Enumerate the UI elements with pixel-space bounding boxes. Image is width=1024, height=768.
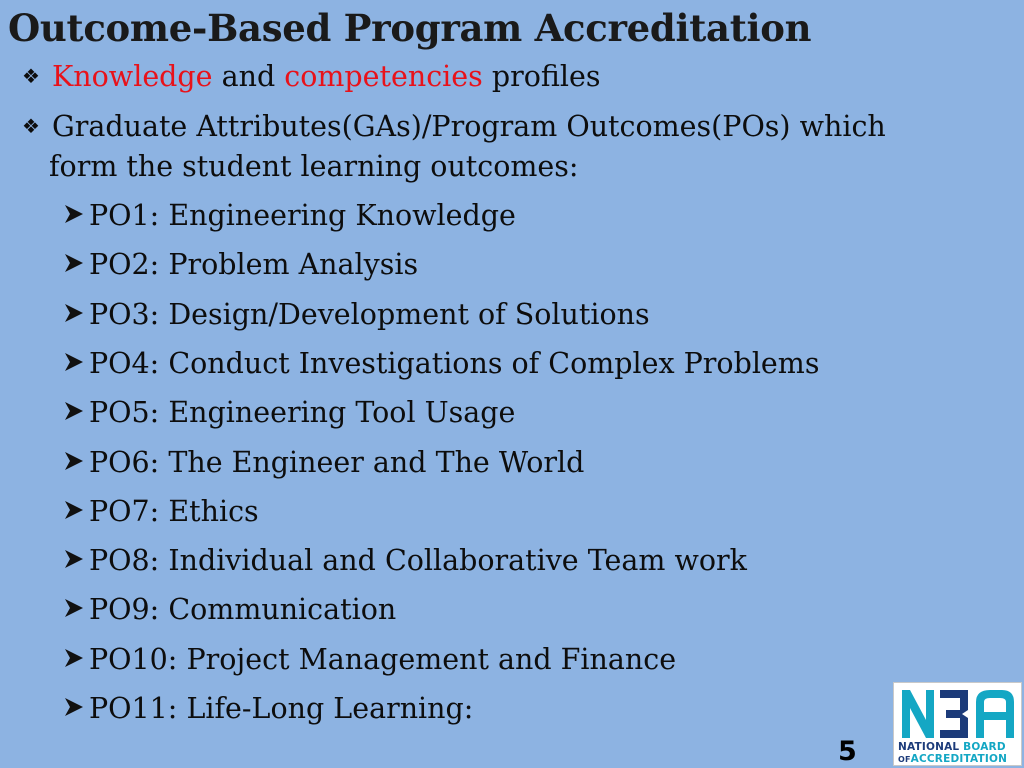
arrow-bullet-icon — [63, 253, 89, 273]
program-outcome-item — [63, 642, 677, 676]
connector-text: and — [212, 60, 285, 93]
program-outcome-item — [63, 199, 516, 232]
program-outcome-item — [63, 544, 747, 578]
competencies-term: competencies — [284, 60, 483, 93]
program-outcome-item — [63, 593, 397, 627]
nba-logo — [893, 682, 1022, 766]
slide-title: Outcome-Based Program Accreditation — [8, 6, 812, 50]
program-outcome-label: PO8: Individual and Collaborative Team work — [89, 544, 747, 578]
diamond-bullet-icon: ❖ — [22, 64, 40, 88]
knowledge-term: Knowledge — [52, 60, 213, 93]
arrow-bullet-icon — [63, 598, 89, 618]
program-outcome-label: PO9: Communication — [89, 593, 397, 627]
program-outcome-label: PO10: Project Management and Finance — [89, 642, 677, 676]
program-outcome-label: PO3: Design/Development of Solutions — [89, 297, 650, 331]
arrow-bullet-icon — [63, 352, 89, 372]
program-outcome-item — [63, 692, 474, 725]
program-outcome-label: PO7: Ethics — [89, 494, 259, 528]
arrow-bullet-icon — [63, 204, 89, 224]
page-number: 5 — [838, 736, 857, 767]
profiles-text: profiles — [482, 60, 601, 93]
graduate-attributes-text: Graduate Attributes(GAs)/Program Outcomes(POs) which — [52, 110, 886, 143]
nba-monogram-icon — [898, 686, 1018, 740]
program-outcome-item — [63, 445, 585, 479]
program-outcome-label: PO1: Engineering Knowledge — [89, 199, 516, 232]
program-outcome-label: PO2: Problem Analysis — [89, 248, 419, 282]
arrow-bullet-icon — [63, 549, 89, 569]
logo-text-national-board: NATIONAL BOARD — [898, 741, 1006, 753]
arrow-bullet-icon — [63, 303, 89, 323]
arrow-bullet-icon — [63, 697, 89, 717]
program-outcome-item — [63, 346, 820, 380]
arrow-bullet-icon — [63, 500, 89, 520]
program-outcome-item — [63, 396, 516, 430]
program-outcome-label: PO11: Life-Long Learning: — [89, 692, 474, 725]
arrow-bullet-icon — [63, 401, 89, 421]
diamond-bullet-icon: ❖ — [22, 114, 40, 138]
program-outcome-item — [63, 494, 259, 528]
logo-text-accreditation: OFACCREDITATION — [898, 753, 1008, 765]
program-outcome-label: PO5: Engineering Tool Usage — [89, 396, 516, 430]
arrow-bullet-icon — [63, 648, 89, 668]
program-outcome-item — [63, 248, 419, 282]
program-outcome-label: PO4: Conduct Investigations of Complex Problems — [89, 346, 820, 380]
arrow-bullet-icon — [63, 451, 89, 471]
bullet-knowledge-profiles — [22, 60, 601, 93]
graduate-attributes-continuation: form the student learning outcomes: — [49, 150, 579, 183]
bullet-graduate-attributes — [22, 110, 886, 143]
program-outcome-item — [63, 297, 650, 331]
program-outcome-label: PO6: The Engineer and The World — [89, 445, 585, 479]
